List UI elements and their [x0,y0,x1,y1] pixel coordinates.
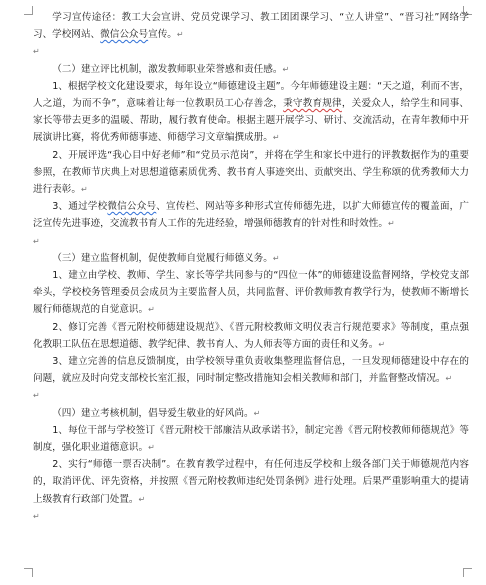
paragraph-text: 2、实行“师德一票否决制”。在教育教学过程中，有任何违反学校和上级各部门关于师德规范内容的，取消评优、评先资格，并按照《晋元附校教师违纪处罚条例》进行处理。后果严重影响重大的提请上级教育行政部门处置。 [33,459,469,505]
paragraph-mark: ↵ [33,47,40,57]
paragraph-text: 、宣传栏、网站等多种形式宣传师德先进，以扩大师德宣传的覆盖面，广泛宣传先进事迹，交流教书育人工作的先进经验，增强师德教育的针对性和时效性。 [33,201,470,230]
paragraph-mark: ↵ [272,253,280,263]
paragraph-publicity-channels[interactable] [33,9,469,43]
crop-mark-bottom-left [24,568,33,577]
paragraph-mark: ↵ [387,219,395,229]
section-heading-evaluation[interactable] [33,61,469,78]
paragraph-supervision-network[interactable] [33,267,469,319]
crop-mark-bottom-right [463,568,472,577]
paragraph-text: ，关爱众人，给学生和同事、家长等带去更多的温暖、帮助，履行教育使命。根据主题开展学习、研讨、交流活动，在青年教师中开展演讲比赛，将优秀师德事迹、师德学习文章编撰成册。 [33,98,470,144]
paragraph-text: 3、通过学校 [52,201,108,213]
heading-text: （四）建立考核机制，倡导爱生敬业的好风尚。 [52,407,254,419]
paragraph-text: 3、建立完善的信息反馈制度，由学校领导重负责收集整理监督信息，一旦发现师德建设中存在的问题，就应及时向党支部校长室汇报，同时制定整改措施知会相关教师和部门，并监督整改情况。 [33,356,469,385]
document-body [33,9,469,525]
empty-paragraph[interactable] [33,508,469,525]
paragraph-mark: ↵ [33,391,40,401]
paragraph-one-vote-veto[interactable] [33,456,469,508]
spellcheck-flagged-text: 微信公众号 [100,29,149,41]
empty-paragraph[interactable] [33,387,469,404]
spellcheck-flagged-text: 秉守教育规律 [283,98,342,109]
paragraph-text: 宣传。 [148,29,177,41]
empty-paragraph[interactable] [33,43,469,60]
paragraph-publicity-expansion[interactable] [33,198,469,232]
paragraph-mark: ↵ [138,494,146,504]
paragraph-text: 1、建立由学校、教师、学生、家长等学共同参与的“四位一体”的师德建设监督网络，学校党支部牵头，学校校务管理委员会成员为主要监督人员，共同监督、评价教师教育教学行为，使教师不断增长履行师德规范的自觉意识。 [33,270,469,316]
paragraph-ethics-theme[interactable] [33,78,469,147]
paragraph-mark: ↵ [378,339,386,349]
section-heading-supervision[interactable] [33,250,469,267]
crop-mark-top-left [24,6,33,15]
paragraph-mark: ↵ [148,305,155,315]
paragraph-text: 2、开展评选“我心目中好老师”和“党员示范岗”，并将在学生和家长中进行的评教数据作为的重要参照，在教师节庆典上对思想道德素质优秀、教书育人事迹突出、贡献突出、学生称颂的优秀教师大力进行表彰。 [33,149,469,196]
section-heading-assessment[interactable] [33,405,469,422]
paragraph-text: 1、根据学校文化建设要求，每年设立“师德建设主题”。今年师德建设主题：“天之道，利而不害，人之道，为而不争”，意味着让每一位教职员工心存善念， [33,80,469,109]
paragraph-integrity-pledge[interactable] [33,422,469,456]
heading-text: （三）建立监督机制，促使教师自觉履行师德义务。 [52,252,273,264]
heading-text: （二）建立评比机制，激发教师职业荣誉感和责任感。 [52,63,283,75]
paragraph-mark: ↵ [33,511,40,521]
paragraph-mark: ↵ [80,185,88,195]
paragraph-text: 学习宣传途径：教工大会宣讲、党员党课学习、教工团团课学习、“立人讲堂”、“晋习社”网络学习、学校网站、 [33,12,469,41]
paragraph-mark: ↵ [176,30,184,40]
paragraph-mark: ↵ [33,236,40,246]
paragraph-mark: ↵ [445,374,453,384]
paragraph-mark: ↵ [272,133,280,143]
paragraph-mark: ↵ [253,408,261,418]
empty-paragraph[interactable] [33,233,469,250]
paragraph-mark: ↵ [148,443,155,453]
spellcheck-flagged-text: 微信公众号 [107,201,157,213]
paragraph-teacher-selection[interactable] [33,147,469,199]
paragraph-text: 2、修订完善《晋元附校师德建设规范》、《晋元附校教师文明仪表言行规范要求》等制度，重点强化教职工队伍在思想道德、教学纪律、教书育人、为人师表等方面的责任和义务。 [33,321,469,350]
paragraph-revise-regulations[interactable] [33,319,469,353]
paragraph-mark: ↵ [282,64,290,74]
paragraph-text: 1、每位干部与学校签订《晋元附校干部廉洁从政承诺书》，制定完善《晋元附校教师师德规范》等制度，强化职业道德意识。 [33,424,469,454]
paragraph-feedback-system[interactable] [33,353,469,387]
